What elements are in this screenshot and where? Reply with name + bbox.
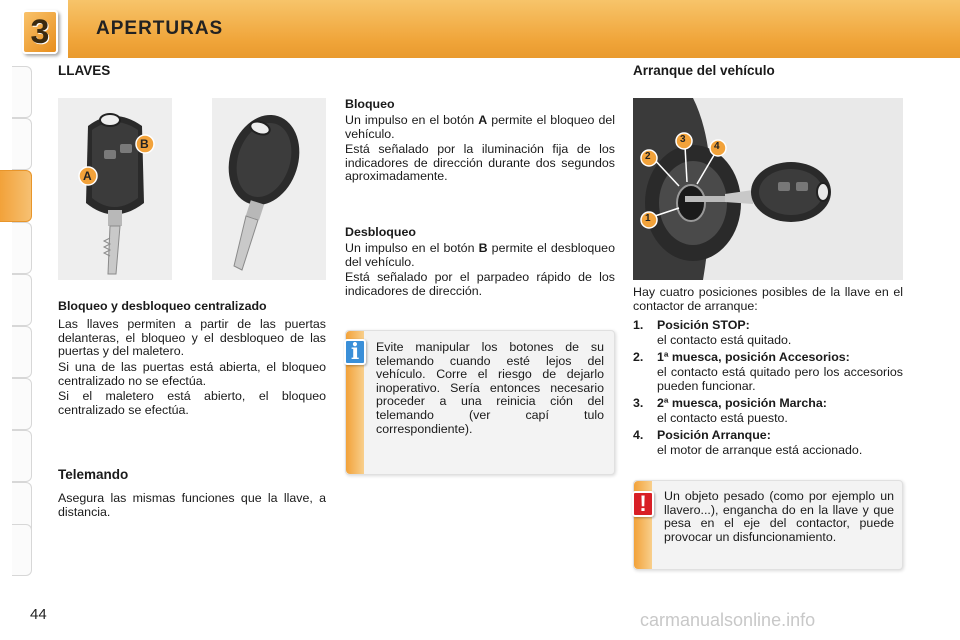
unlock-button-key: B bbox=[478, 241, 488, 255]
start-intro: Hay cuatro posiciones posibles de la llave en el contactor de arranque: bbox=[633, 285, 903, 313]
info-note-text: Evite manipular los botones de su telemando cuando esté lejos del vehículo. Corre el riesgo de dejarlo inoperativo. Sería entonces necesario proceder a una reinicia ción del telemando (ver capí tulo correspondiente). bbox=[376, 340, 604, 436]
position-2-desc: el contacto está quitado pero los accesorios pueden funcionar. bbox=[657, 365, 903, 393]
button-b-label: B bbox=[140, 137, 149, 151]
position-2-title: 1ª muesca, posición Accesorios: bbox=[657, 350, 850, 364]
chapter-tab[interactable] bbox=[12, 118, 32, 170]
unlock-paragraph-1 bbox=[345, 242, 615, 269]
lock-text-after: permite el bloqueo del vehículo. bbox=[345, 113, 615, 141]
warning-icon: ! bbox=[632, 491, 654, 517]
lock-title: Bloqueo bbox=[345, 97, 395, 111]
warning-note-text: Un objeto pesado (como por ejemplo un llavero...), engancha do en la llave y que pesa en el eje del contactor, puede provocar un disfuncionamiento. bbox=[664, 489, 894, 544]
centralized-title: Bloqueo y desbloqueo centralizado bbox=[58, 299, 267, 313]
plain-key-illustration bbox=[212, 98, 326, 280]
position-3-desc: el contacto está puesto. bbox=[657, 411, 788, 425]
lock-text-before: Un impulso en el botón bbox=[345, 113, 475, 127]
section-title-keys: LLAVES bbox=[58, 63, 111, 78]
remote-title: Telemando bbox=[58, 467, 129, 482]
position-1-title: Posición STOP: bbox=[657, 318, 750, 332]
ignition-photo bbox=[633, 98, 903, 280]
position-4-number: 4. bbox=[633, 428, 644, 442]
chapter-tab[interactable] bbox=[12, 274, 32, 326]
chapter-badge bbox=[22, 10, 58, 54]
warning-note bbox=[633, 480, 903, 570]
centralized-paragraph-2: Si una de las puertas está abierta, el bloqueo centralizado no se efectúa. bbox=[58, 360, 326, 388]
chapter-tab-rail bbox=[0, 66, 34, 576]
page-number: 44 bbox=[30, 606, 47, 623]
position-3-label: 3 bbox=[680, 134, 686, 145]
ignition-illustration bbox=[633, 98, 903, 280]
remote-paragraph: Asegura las mismas funciones que la llave, a distancia. bbox=[58, 491, 326, 519]
position-1-number: 1. bbox=[633, 318, 644, 332]
lock-paragraph-1 bbox=[345, 114, 615, 141]
position-1-label: 1 bbox=[645, 213, 651, 224]
position-4-desc: el motor de arranque está accionado. bbox=[657, 443, 863, 457]
unlock-title: Desbloqueo bbox=[345, 225, 416, 239]
chapter-tab[interactable] bbox=[12, 66, 32, 118]
unlock-text-after: permite el desbloqueo del vehículo. bbox=[345, 241, 615, 269]
centralized-paragraph-1: Las llaves permiten a partir de las puertas delanteras, el bloqueo y el desbloqueo de las puertas y del maletero. bbox=[58, 317, 326, 359]
chapter-tab[interactable] bbox=[12, 430, 32, 482]
lock-button-key: A bbox=[478, 113, 488, 127]
position-3-title: 2ª muesca, posición Marcha: bbox=[657, 396, 827, 410]
watermark: carmanualsonline.info bbox=[640, 610, 816, 630]
chapter-tab[interactable] bbox=[12, 326, 32, 378]
centralized-paragraph-3: Si el maletero está abierto, el bloqueo centralizado se efectúa. bbox=[58, 389, 326, 417]
plain-key-photo bbox=[212, 98, 326, 280]
page-title: APERTURAS bbox=[96, 18, 224, 39]
remote-key-illustration bbox=[58, 98, 172, 280]
remote-key-photo bbox=[58, 98, 172, 280]
position-3-number: 3. bbox=[633, 396, 644, 410]
chapter-tab[interactable] bbox=[12, 378, 32, 430]
position-4-label: 4 bbox=[714, 141, 720, 152]
position-2-number: 2. bbox=[633, 350, 644, 364]
chapter-tab-active[interactable] bbox=[0, 170, 32, 222]
section-title-start: Arranque del vehículo bbox=[633, 63, 775, 78]
button-a-label: A bbox=[83, 169, 92, 183]
position-2-label: 2 bbox=[645, 151, 651, 162]
info-icon: i bbox=[344, 339, 366, 365]
info-note bbox=[345, 330, 615, 475]
lock-paragraph-2: Está señalado por la iluminación fija de los indicadores de dirección durante dos segundos aproximadamente. bbox=[345, 142, 615, 184]
position-1-desc: el contacto está quitado. bbox=[657, 333, 792, 347]
chapter-tab[interactable] bbox=[12, 222, 32, 274]
position-4-title: Posición Arranque: bbox=[657, 428, 771, 442]
chapter-tab[interactable] bbox=[12, 524, 32, 576]
unlock-text-before: Un impulso en el botón bbox=[345, 241, 475, 255]
chapter-number: 3 bbox=[30, 12, 50, 51]
unlock-paragraph-2: Está señalado por el parpadeo rápido de los indicadores de dirección. bbox=[345, 270, 615, 298]
